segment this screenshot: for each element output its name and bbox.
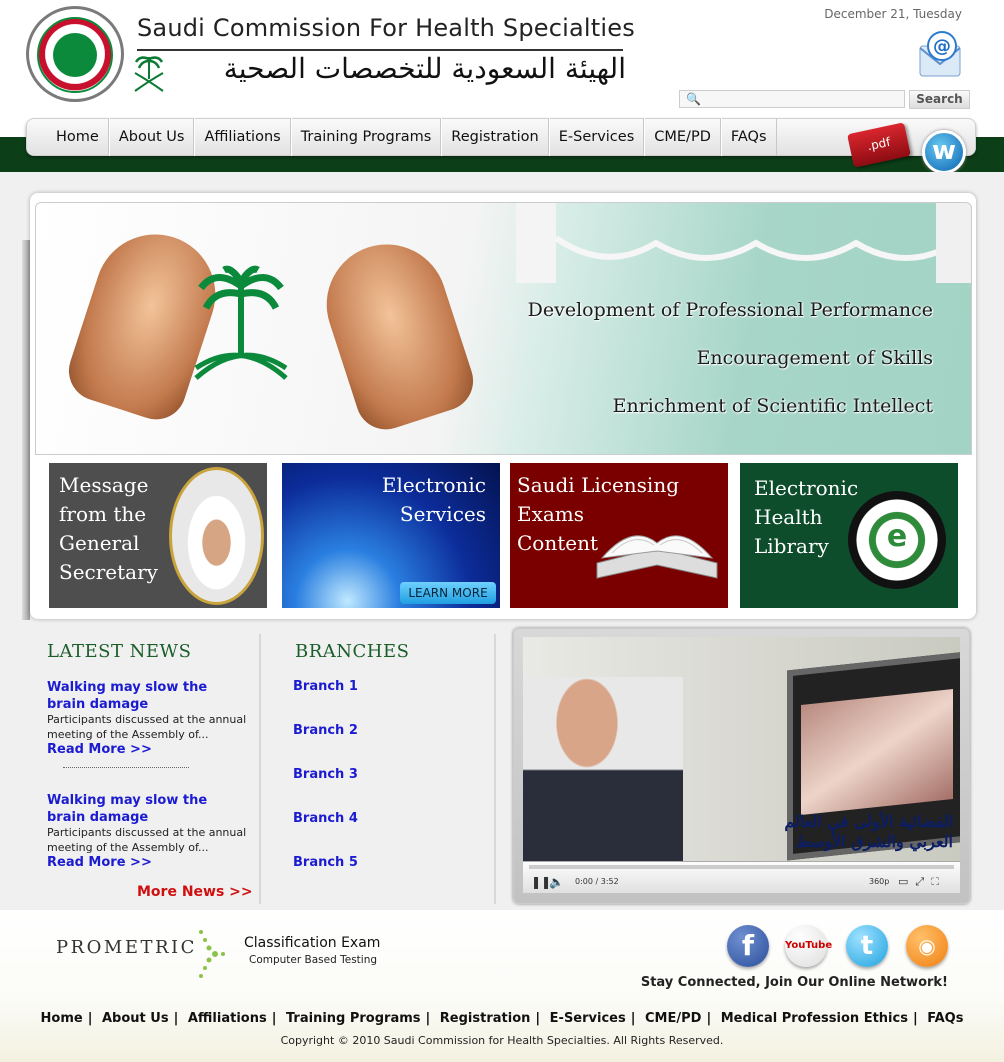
- saudi-emblem-icon: [186, 258, 296, 408]
- tile-label: Electronic Health Library: [754, 476, 859, 558]
- latest-news-heading: LATEST NEWS: [47, 641, 192, 662]
- stay-connected-text: Stay Connected, Join Our Online Network!: [640, 975, 948, 990]
- footer-link-home[interactable]: Home: [40, 1011, 83, 1026]
- play-pause-icon[interactable]: ❚❚: [531, 875, 552, 889]
- facebook-icon[interactable]: f: [727, 925, 769, 967]
- site-title-arabic: الهيئة السعودية للتخصصات الصحية: [223, 52, 626, 85]
- banner-slogan: Encouragement of Skills: [696, 347, 933, 369]
- video-controls: [523, 861, 960, 893]
- title-divider: [137, 49, 623, 51]
- hero-banner: [35, 202, 972, 455]
- rope-decoration: [516, 203, 972, 283]
- volume-icon[interactable]: 🔈: [549, 875, 564, 889]
- main-nav: [26, 118, 976, 156]
- tile-label: Saudi Licensing Exams Content: [517, 473, 680, 555]
- video-player[interactable]: [523, 637, 960, 861]
- prometric-logo[interactable]: PROMETRIC: [56, 937, 197, 958]
- nav-e-services[interactable]: E-Services: [549, 118, 645, 156]
- nav-faqs[interactable]: FAQs: [721, 118, 777, 156]
- footer-link-cme-pd[interactable]: CME/PD: [645, 1011, 702, 1026]
- footer-link-ethics[interactable]: Medical Profession Ethics: [720, 1011, 908, 1026]
- nav-training-programs[interactable]: Training Programs: [291, 118, 442, 156]
- footer-link-faqs[interactable]: FAQs: [927, 1011, 964, 1026]
- palm-swords-icon: [130, 53, 168, 95]
- nav-about-us[interactable]: About Us: [109, 118, 195, 156]
- search-icon: 🔍: [686, 92, 701, 106]
- tile-label: Electronic Services: [381, 473, 486, 526]
- presenter-image: [523, 677, 683, 861]
- copyright-text: Copyright © 2010 Saudi Commission for Health Specialties. All Rights Reserved.: [280, 1034, 724, 1047]
- branch-link[interactable]: Branch 4: [293, 811, 358, 826]
- site-title-english: Saudi Commission For Health Specialties: [137, 14, 635, 42]
- learn-more-button[interactable]: LEARN MORE: [400, 582, 496, 604]
- news-headline[interactable]: Walking may slow the brain damage: [47, 793, 208, 825]
- youtube-icon[interactable]: YouTube: [785, 925, 827, 967]
- news-summary: Participants discussed at the annual meeting of the Assembly of...: [47, 826, 247, 854]
- search-input[interactable]: [702, 92, 900, 106]
- tile-general-secretary[interactable]: [49, 463, 267, 608]
- video-progress-bar[interactable]: [529, 865, 954, 869]
- search-box[interactable]: [679, 90, 905, 108]
- secretary-portrait: [169, 467, 264, 605]
- nav-affiliations[interactable]: Affiliations: [194, 118, 290, 156]
- footer-links: Home | About Us | Affiliations | Training Programs | Registration | E-Services | CME/PD | Medical Profession Ethics | FAQs: [40, 1011, 964, 1026]
- nav-cme-pd[interactable]: CME/PD: [644, 118, 721, 156]
- scfhs-logo[interactable]: [26, 6, 124, 102]
- branch-link[interactable]: Branch 5: [293, 855, 358, 870]
- footer-link-training-programs[interactable]: Training Programs: [285, 1011, 421, 1026]
- branch-link[interactable]: Branch 1: [293, 679, 358, 694]
- news-headline[interactable]: Walking may slow the brain damage: [47, 680, 208, 712]
- tile-electronic-services[interactable]: [282, 463, 500, 608]
- email-icon[interactable]: [916, 30, 964, 80]
- branches-heading: BRANCHES: [295, 641, 410, 662]
- prometric-star-icon: [193, 928, 229, 980]
- rss-icon[interactable]: ◉: [906, 925, 948, 967]
- column-separator: [259, 634, 261, 904]
- current-date: December 21, Tuesday: [824, 7, 962, 21]
- more-news-link[interactable]: More News >>: [137, 884, 253, 900]
- tile-health-library[interactable]: [740, 463, 958, 608]
- e-letter: e: [886, 519, 908, 554]
- news-divider: [63, 767, 189, 768]
- classification-exam-title[interactable]: Classification Exam: [244, 935, 381, 951]
- twitter-icon[interactable]: t: [846, 925, 888, 967]
- footer-link-about-us[interactable]: About Us: [101, 1011, 169, 1026]
- banner-slogan: Enrichment of Scientific Intellect: [612, 395, 933, 417]
- footer-link-e-services[interactable]: E-Services: [549, 1011, 626, 1026]
- read-more-link[interactable]: Read More >>: [47, 742, 152, 757]
- column-separator: [494, 634, 496, 904]
- nav-home[interactable]: Home: [47, 118, 109, 156]
- nav-registration[interactable]: Registration: [441, 118, 548, 156]
- right-hand-image: [311, 229, 481, 437]
- footer-link-registration[interactable]: Registration: [439, 1011, 531, 1026]
- w-site-icon[interactable]: w: [922, 130, 966, 174]
- search-button[interactable]: Search: [909, 90, 970, 109]
- quality-selector[interactable]: 360p: [869, 877, 890, 886]
- banner-slogan: Development of Professional Performance: [527, 299, 933, 321]
- video-overlay-text: الفضائية الأولى في العالم العربي والشرق الأوسط: [784, 812, 953, 851]
- svg-text:@: @: [933, 36, 951, 57]
- e-library-logo: [848, 491, 946, 589]
- branch-link[interactable]: Branch 2: [293, 723, 358, 738]
- read-more-link[interactable]: Read More >>: [47, 855, 152, 870]
- classification-exam-subtitle: Computer Based Testing: [249, 954, 378, 966]
- tile-licensing-exams[interactable]: [510, 463, 728, 608]
- frame-shadow: [22, 240, 30, 620]
- footer-link-affiliations[interactable]: Affiliations: [187, 1011, 267, 1026]
- tile-label: Message from the General Secretary: [59, 473, 158, 584]
- video-time: 0:00 / 3:52: [575, 877, 619, 886]
- pdf-icon[interactable]: .pdf: [847, 122, 911, 167]
- fullscreen-icon[interactable]: ▭⤢⛶: [898, 875, 946, 888]
- branch-link[interactable]: Branch 3: [293, 767, 358, 782]
- news-summary: Participants discussed at the annual meeting of the Assembly of...: [47, 713, 247, 741]
